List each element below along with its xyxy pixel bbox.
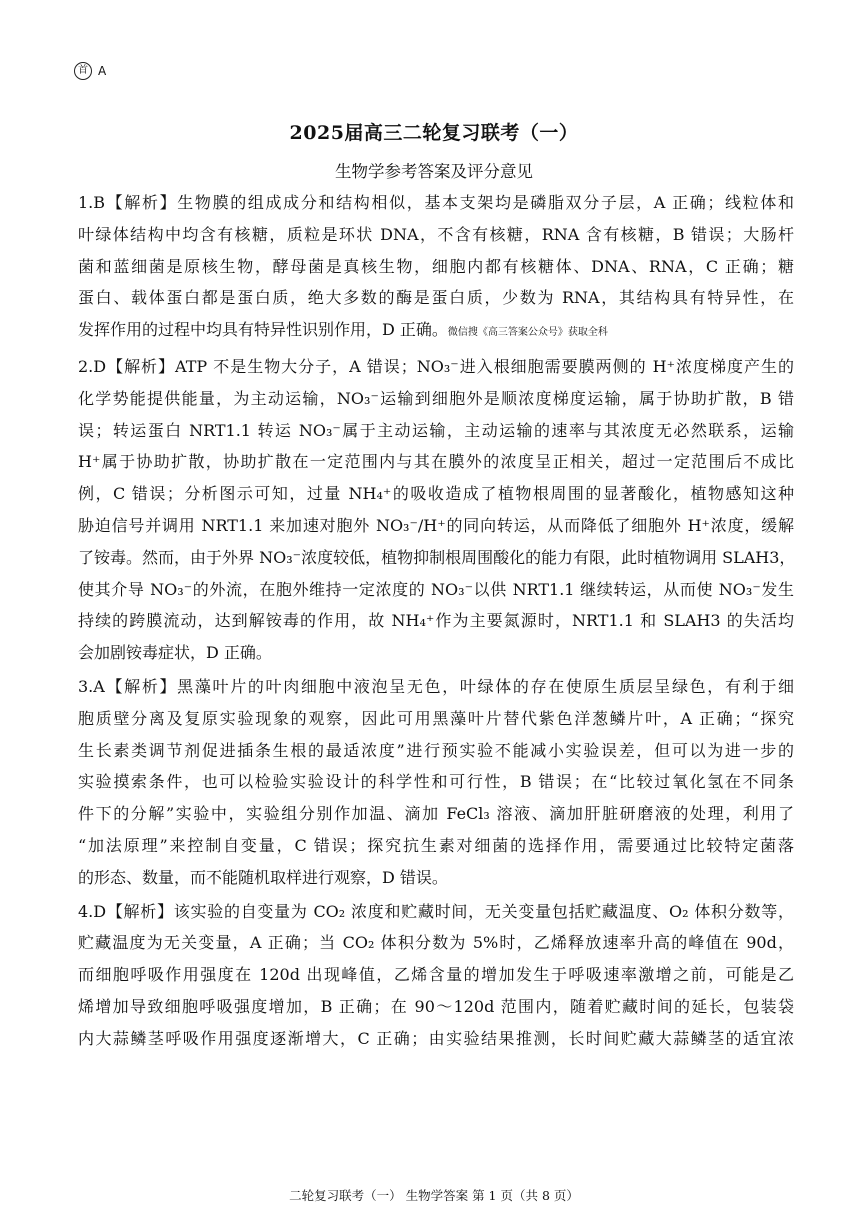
text-line: 会加剧铵毒症状，D 正确。: [78, 643, 272, 663]
document-subtitle: 生物学参考答案及评分意见: [335, 162, 533, 181]
text-line-end: 发挥作用的过程中均具有特异性识别作用，D 正确。: [78, 320, 448, 340]
document-title: 2025届高三二轮复习联考（一）: [289, 122, 579, 144]
text-line: 实验摸索条件，也可以检验实验设计的科学性和可行性，B 错误；在“比较过氧化氢在不同条: [78, 772, 794, 792]
text-line: 例，C 错误；分析图示可知，过量 NH₄⁺的吸收造成了植物根周围的显著酸化，植物感知这种: [78, 484, 794, 504]
text-line: [78, 314, 794, 349]
text-line: 使其介导 NO₃⁻的外流，在胞外维持一定浓度的 NO₃⁻以供 NRT1.1 继续转运，从而使 NO₃⁻发生: [78, 579, 794, 599]
text-line: 胞质壁分离及复原实验现象的观察，因此可用黑藻叶片替代紫色洋葱鳞片叶，A 正确；“探究: [78, 708, 794, 728]
badge-circle-glyph: 首: [74, 62, 92, 80]
answer-paragraph-2: [78, 351, 794, 669]
answer-paragraph-1: [78, 187, 794, 349]
text-line: 件下的分解”实验中，实验组分别作加温、滴加 FeCl₃ 溶液、滴加肝脏研磨液的处理，利用了: [78, 804, 794, 824]
text-line: 化学势能提供能量，为主动运输，NO₃⁻运输到细胞外是顺浓度梯度运输，属于协助扩散，B 错: [78, 388, 794, 408]
text-line: 而细胞呼吸作用强度在 120d 出现峰值，乙烯含量的增加发生于呼吸速率激增之前，可能是乙: [78, 965, 794, 985]
text-line: 1.B【解析】生物膜的组成成分和结构相似，基本支架均是磷脂双分子层，A 正确；线粒体和: [78, 193, 794, 212]
text-line: 误；转运蛋白 NRT1.1 转运 NO₃⁻属于主动运输，主动运输的速率与其浓度无必然联系，运输: [78, 420, 794, 440]
wechat-note: 微信搜《高三答案公众号》获取全科: [447, 327, 608, 339]
answer-paragraph-4: [78, 896, 794, 1055]
edition-badge: [74, 62, 106, 80]
answer-content: [78, 187, 794, 1057]
badge-letter: A: [98, 64, 107, 78]
text-line: 内大蒜鳞茎呼吸作用强度逐渐增大，C 正确；由实验结果推测，长时间贮藏大蒜鳞茎的适宜浓: [78, 1028, 794, 1048]
text-line: “加法原理”来控制自变量，C 错误；探究抗生素对细菌的选择作用，需要通过比较特定菌落: [78, 835, 794, 855]
text-line: 菌和蓝细菌是原核生物，酵母菌是真核生物，细胞内都有核糖体、DNA、RNA，C 正确；糖: [78, 256, 794, 276]
answer-paragraph-3: [78, 671, 794, 894]
text-line: 2.D【解析】ATP 不是生物大分子，A 错误；NO₃⁻进入根细胞需要膜两侧的 H⁺浓度梯度产生的: [78, 356, 794, 376]
text-line: 4.D【解析】该实验的自变量为 CO₂ 浓度和贮藏时间，无关变量包括贮藏温度、O₂ 体积分数等，: [78, 901, 794, 921]
text-line: 烯增加导致细胞呼吸强度增加，B 正确；在 90～120d 范围内，随着贮藏时间的延长，包装袋: [78, 996, 794, 1016]
text-line: H⁺属于协助扩散，协助扩散在一定范围内与其在膜外的浓度呈正相关，超过一定范围后不成比: [78, 452, 794, 472]
page-footer: 二轮复习联考（一） 生物学答案 第 1 页（共 8 页）: [289, 1188, 579, 1203]
text-line: 了铵毒。然而，由于外界 NO₃⁻浓度较低，植物抑制根周围酸化的能力有限，此时植物调用 SLAH3，: [78, 547, 796, 567]
text-line: 胁迫信号并调用 NRT1.1 来加速对胞外 NO₃⁻/H⁺的同向转运，从而降低了细胞外 H⁺浓度，缓解: [78, 515, 794, 535]
text-line: 贮藏温度为无关变量，A 正确；当 CO₂ 体积分数为 5%时，乙烯释放速率升高的峰值在 90d，: [78, 933, 794, 953]
text-line: 蛋白、载体蛋白都是蛋白质，绝大多数的酶是蛋白质，少数为 RNA，其结构具有特异性，在: [78, 288, 794, 308]
text-line: 3.A【解析】黑藻叶片的叶肉细胞中液泡呈无色，叶绿体的存在使原生质层呈绿色，有利于细: [78, 676, 794, 696]
text-line: 叶绿体结构中均含有核糖，质粒是环状 DNA，不含有核糖，RNA 含有核糖，B 错误；大肠杆: [78, 224, 794, 244]
text-line: 持续的跨膜流动，达到解铵毒的作用，故 NH₄⁺作为主要氮源时，NRT1.1 和 SLAH3 的失活均: [78, 611, 794, 631]
text-line: 的形态、数量，而不能随机取样进行观察，D 错误。: [78, 867, 448, 887]
text-line: 生长素类调节剂促进插条生根的最适浓度”进行预实验不能减小实验误差，但可以为进一步的: [78, 740, 794, 760]
